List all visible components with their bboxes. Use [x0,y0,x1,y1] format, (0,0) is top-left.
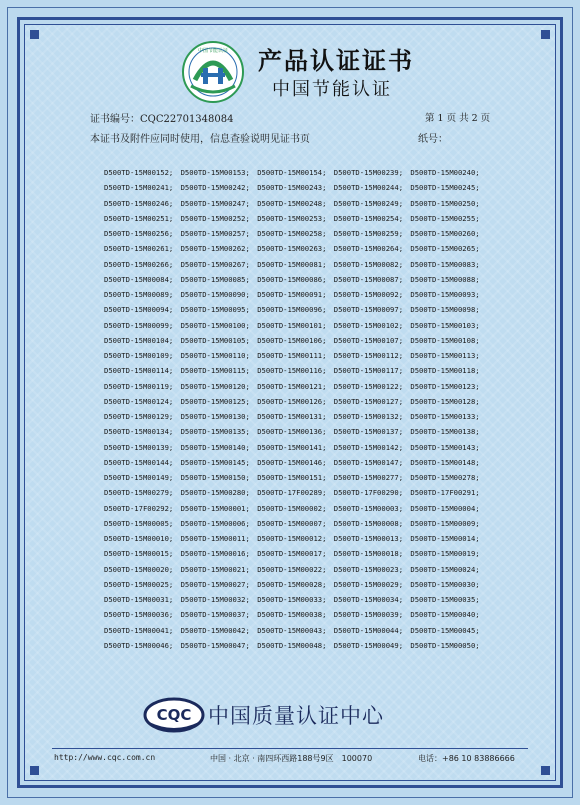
model-row [104,638,504,653]
model-row [104,257,504,272]
model-number: D500TD-15M00022; [257,564,327,574]
model-row [104,226,504,241]
model-number: D500TD-17F00290; [333,488,404,498]
model-number: D500TD-15M00245; [410,183,480,193]
footer-address: 中国 · 北京 · 南四环西路188号9区 100070 [210,754,373,763]
model-number: D500TD-15M00127; [333,396,404,406]
model-number: D500TD-15M00097; [333,305,404,315]
model-row [104,394,504,409]
model-number: D500TD-15M00023; [333,564,404,574]
model-row [104,287,504,302]
model-number: D500TD-15M00143; [410,442,480,452]
model-row [104,318,504,333]
model-number: D500TD-15M00241; [104,183,174,193]
model-number: D500TD-15M00030; [410,579,480,589]
model-number: D500TD-15M00104; [104,335,174,345]
model-number: D500TD-15M00014; [410,534,480,543]
model-number: D500TD-15M00044; [333,625,404,635]
model-row [104,348,504,363]
model-number: D500TD-15M00260; [410,229,480,238]
model-row [104,546,504,561]
model-row [104,409,504,424]
corner-ornament-bl [17,764,41,788]
model-number: D500TD-15M00013; [333,534,404,543]
model-number: D500TD-15M00103; [410,320,480,330]
model-number: D500TD-15M00108; [410,335,480,345]
model-number: D500TD-15M00105; [180,335,250,345]
model-number: D500TD-15M00262; [180,244,250,254]
model-number: D500TD-15M00244; [333,183,404,193]
footer-divider [52,748,528,749]
model-number: D500TD-15M00243; [257,183,327,193]
model-number: D500TD-15M00049; [333,640,404,650]
model-number: D500TD-15M00131; [257,412,327,421]
model-number: D500TD-15M00090; [180,290,250,299]
model-number: D500TD-15M00134; [104,427,174,437]
model-number: D500TD-15M00253; [257,213,327,223]
model-number: D500TD-15M00099; [104,320,174,330]
model-number: D500TD-15M00048; [257,640,327,650]
model-number: D500TD-15M00259; [333,229,404,238]
model-number: D500TD-15M00264; [333,244,404,254]
model-number: D500TD-15M00242; [180,183,250,193]
model-number: D500TD-15M00045; [410,625,480,635]
model-number: D500TD-15M00019; [410,549,480,559]
model-number: D500TD-15M00094; [104,305,174,315]
model-number: D500TD-15M00154; [257,168,327,177]
model-row [104,623,504,638]
model-number: D500TD-15M00107; [333,335,404,345]
model-number: D500TD-15M00083; [410,259,480,269]
model-number: D500TD-15M00042; [180,625,250,635]
model-number: D500TD-15M00150; [180,473,250,482]
model-row [104,379,504,394]
model-row [104,196,504,211]
model-row [104,440,504,455]
model-number: D500TD-15M00128; [410,396,480,406]
model-number: D500TD-15M00278; [410,473,480,482]
model-number: D500TD-15M00136; [257,427,327,437]
model-number: D500TD-15M00246; [104,198,174,208]
model-number: D500TD-15M00096; [257,305,327,315]
model-number: D500TD-15M00008; [333,518,404,528]
model-row [104,241,504,256]
model-number: D500TD-15M00137; [333,427,404,437]
model-number: D500TD-15M00148; [410,457,480,467]
model-number: D500TD-15M00012; [257,534,327,543]
model-number: D500TD-15M00082; [333,259,404,269]
model-number: D500TD-17F00292; [104,503,174,513]
model-number: D500TD-15M00248; [257,198,327,208]
model-number: D500TD-15M00095; [180,305,250,315]
model-number: D500TD-15M00252; [180,213,250,223]
model-number: D500TD-15M00255; [410,213,480,223]
model-row [104,302,504,317]
model-number: D500TD-15M00147; [333,457,404,467]
model-number: D500TD-15M00025; [104,579,174,589]
model-number: D500TD-15M00109; [104,351,174,360]
corner-ornament-br [539,764,563,788]
model-number: D500TD-15M00258; [257,229,327,238]
model-number: D500TD-15M00120; [180,381,250,391]
model-number: D500TD-15M00024; [410,564,480,574]
model-number: D500TD-15M00277; [333,473,404,482]
model-row [104,165,504,180]
certificate-number: 证书编号：CQC22701348084 [90,114,234,125]
model-number: D500TD-15M00106; [257,335,327,345]
model-number: D500TD-15M00121; [257,381,327,391]
model-number: D500TD-15M00250; [410,198,480,208]
model-number: D500TD-15M00249; [333,198,404,208]
model-number: D500TD-15M00124; [104,396,174,406]
corner-ornament-tl [17,17,41,41]
model-row [104,516,504,531]
model-number: D500TD-15M00085; [180,274,250,284]
model-number: D500TD-15M00116; [257,366,327,376]
certificate-title: 产品认证证书 [258,46,414,75]
model-number: D500TD-15M00261; [104,244,174,254]
model-row [104,501,504,516]
model-number: D500TD-15M00098; [410,305,480,315]
model-number: D500TD-17F00289; [257,488,327,498]
model-number: D500TD-15M00029; [333,579,404,589]
model-number: D500TD-15M00263; [257,244,327,254]
model-number: D500TD-15M00088; [410,274,480,284]
model-number: D500TD-15M00114; [104,366,174,376]
model-number: D500TD-15M00087; [333,274,404,284]
model-number: D500TD-15M00040; [410,610,480,620]
model-number: D500TD-15M00091; [257,290,327,299]
model-number: D500TD-15M00084; [104,274,174,284]
model-number: D500TD-15M00050; [410,640,480,650]
model-number: D500TD-15M00138; [410,427,480,437]
model-number: D500TD-15M00110; [180,351,250,360]
usage-note: 本证书及附件应同时使用，信息查验说明见证书页 [90,134,310,145]
model-row [104,333,504,348]
issuer-name: 中国质量认证中心 [208,704,384,728]
model-number: D500TD-15M00115; [180,366,250,376]
model-number: D500TD-15M00034; [333,595,404,604]
model-number: D500TD-15M00257; [180,229,250,238]
model-row [104,424,504,439]
model-number: D500TD-15M00021; [180,564,250,574]
model-row [104,272,504,287]
model-number: D500TD-15M00046; [104,640,174,650]
model-number: D500TD-15M00135; [180,427,250,437]
model-number: D500TD-15M00132; [333,412,404,421]
model-number: D500TD-15M00145; [180,457,250,467]
page-info: 第 1 页 共 2 页 [425,113,491,124]
model-number: D500TD-15M00086; [257,274,327,284]
model-number: D500TD-15M00151; [257,473,327,482]
model-number: D500TD-15M00125; [180,396,250,406]
model-number: D500TD-15M00010; [104,534,174,543]
model-number: D500TD-15M00031; [104,595,174,604]
corner-ornament-tr [539,17,563,41]
model-number: D500TD-15M00100; [180,320,250,330]
model-number: D500TD-15M00006; [180,518,250,528]
model-number: D500TD-15M00254; [333,213,404,223]
model-number: D500TD-15M00004; [410,503,480,513]
model-row [104,485,504,500]
certificate-subtitle: 中国节能认证 [272,79,392,100]
model-number: D500TD-15M00037; [180,610,250,620]
model-row [104,531,504,546]
model-number: D500TD-15M00117; [333,366,404,376]
model-number: D500TD-15M00002; [257,503,327,513]
model-number: D500TD-15M00149; [104,473,174,482]
model-number: D500TD-15M00018; [333,549,404,559]
energy-certification-logo [181,40,245,104]
footer-url[interactable]: http://www.cqc.com.cn [54,753,156,762]
model-number: D500TD-15M00102; [333,320,404,330]
model-row [104,455,504,470]
model-number: D500TD-15M00043; [257,625,327,635]
model-number: D500TD-15M00007; [257,518,327,528]
model-number: D500TD-15M00144; [104,457,174,467]
model-number: D500TD-15M00033; [257,595,327,604]
model-row [104,592,504,607]
model-number: D500TD-15M00141; [257,442,327,452]
model-number: D500TD-15M00009; [410,518,480,528]
model-number: D500TD-15M00011; [180,534,250,543]
model-number: D500TD-15M00041; [104,625,174,635]
model-number: D500TD-15M00003; [333,503,404,513]
model-number: D500TD-15M00017; [257,549,327,559]
model-row [104,180,504,195]
model-number: D500TD-15M00039; [333,610,404,620]
model-number: D500TD-15M00240; [410,168,480,177]
model-number: D500TD-15M00112; [333,351,404,360]
model-number: D500TD-15M00101; [257,320,327,330]
model-number: D500TD-15M00038; [257,610,327,620]
model-number: D500TD-15M00123; [410,381,480,391]
model-number: D500TD-15M00256; [104,229,174,238]
model-number: D500TD-15M00153; [180,168,250,177]
model-number: D500TD-15M00140; [180,442,250,452]
model-number: D500TD-15M00265; [410,244,480,254]
model-number: D500TD-15M00280; [180,488,250,498]
footer-phone: 电话：+86 10 83886666 [418,754,515,763]
model-number: D500TD-15M00247; [180,198,250,208]
model-number: D500TD-15M00146; [257,457,327,467]
model-row [104,211,504,226]
model-number: D500TD-15M00016; [180,549,250,559]
model-number: D500TD-15M00113; [410,351,480,360]
model-number: D500TD-15M00118; [410,366,480,376]
model-number: D500TD-15M00111; [257,351,327,360]
model-row [104,470,504,485]
model-number: D500TD-15M00015; [104,549,174,559]
model-number: D500TD-15M00081; [257,259,327,269]
model-number: D500TD-15M00119; [104,381,174,391]
cqc-logo [143,697,205,733]
model-number: D500TD-15M00028; [257,579,327,589]
model-row [104,577,504,592]
model-number: D500TD-15M00092; [333,290,404,299]
model-number: D500TD-15M00129; [104,412,174,421]
model-number: D500TD-15M00139; [104,442,174,452]
model-number: D500TD-15M00089; [104,290,174,299]
model-number: D500TD-15M00267; [180,259,250,269]
model-number: D500TD-15M00133; [410,412,480,421]
model-number: D500TD-15M00035; [410,595,480,604]
model-number: D500TD-15M00152; [104,168,174,177]
model-number: D500TD-15M00047; [180,640,250,650]
model-row [104,562,504,577]
svg-text:中国节能认证: 中国节能认证 [197,48,229,54]
model-number: D500TD-15M00036; [104,610,174,620]
model-number: D500TD-15M00001; [180,503,250,513]
model-number: D500TD-15M00142; [333,442,404,452]
model-number: D500TD-15M00130; [180,412,250,421]
model-row [104,607,504,622]
model-number: D500TD-15M00020; [104,564,174,574]
model-number: D500TD-15M00005; [104,518,174,528]
model-number: D500TD-15M00027; [180,579,250,589]
model-number: D500TD-15M00251; [104,213,174,223]
model-list [104,165,504,653]
model-number: D500TD-17F00291; [410,488,480,498]
model-number: D500TD-15M00122; [333,381,404,391]
paper-number: 纸号： [418,134,448,145]
model-number: D500TD-15M00279; [104,488,174,498]
model-number: D500TD-15M00266; [104,259,174,269]
model-number: D500TD-15M00239; [333,168,404,177]
model-number: D500TD-15M00126; [257,396,327,406]
svg-text:CQC: CQC [156,706,192,724]
model-number: D500TD-15M00093; [410,290,480,299]
model-row [104,363,504,378]
model-number: D500TD-15M00032; [180,595,250,604]
